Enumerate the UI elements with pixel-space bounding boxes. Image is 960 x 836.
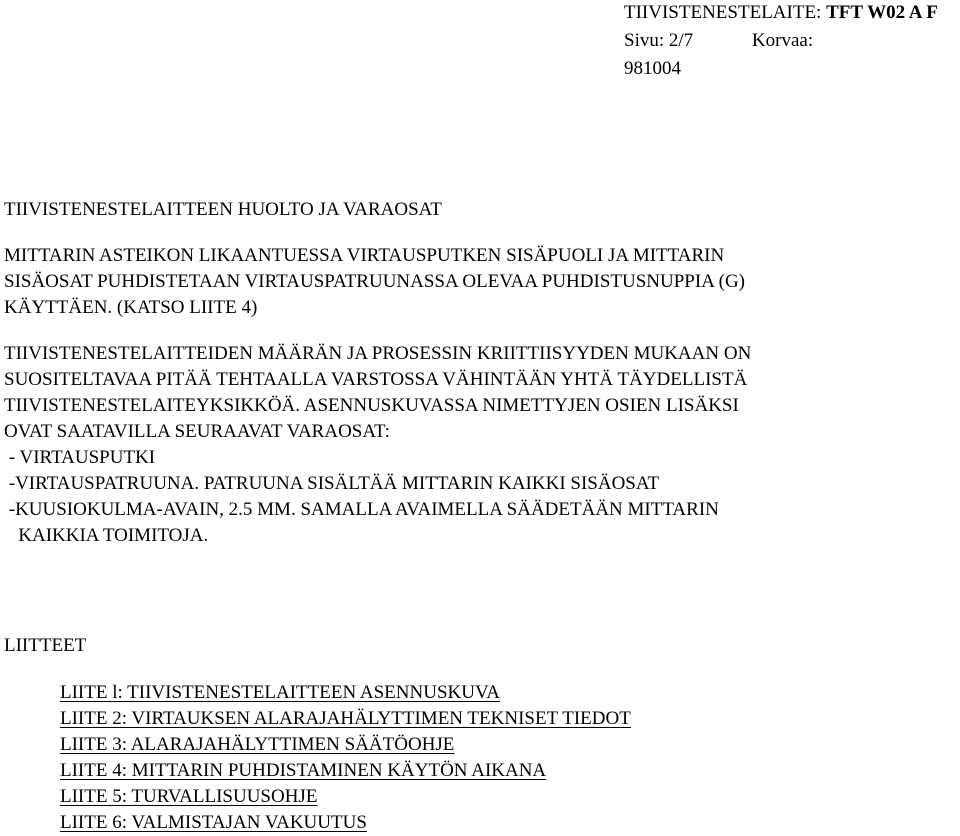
spare-parts-paragraph xyxy=(4,341,944,549)
attachment-label: LIITE 4: MITTARIN PUHDISTAMINEN KÄYTÖN AIKANA xyxy=(60,760,547,781)
paragraph-line: TIIVISTENESTELAITEYKSIKKÖÄ. ASENNUSKUVASSA NIMETTYJEN OSIEN LISÄKSI xyxy=(4,395,739,416)
attachment-item xyxy=(60,810,631,836)
paragraph-line: OVAT SAATAVILLA SEURAAVAT VARAOSAT: xyxy=(4,421,390,442)
maintenance-paragraph xyxy=(4,243,944,321)
page-line xyxy=(624,28,960,56)
attachment-item xyxy=(60,784,631,810)
attachments-title: LIITTEET xyxy=(4,635,87,656)
paragraph-line: MITTARIN ASTEIKON LIKAANTUESSA VIRTAUSPUTKEN SISÄPUOLI JA MITTARIN xyxy=(4,245,725,266)
device-line xyxy=(624,0,960,28)
document-header xyxy=(624,0,960,84)
attachment-item xyxy=(60,680,631,706)
paragraph-line: SUOSITELTAVAA PITÄÄ TEHTAALLA VARSTOSSA VÄHINTÄÄN YHTÄ TÄYDELLISTÄ xyxy=(4,369,748,390)
revision-value: 981004 xyxy=(624,58,681,79)
paragraph-line: SISÄOSAT PUHDISTETAAN VIRTAUSPATRUUNASSA OLEVAA PUHDISTUSNUPPIA (G) xyxy=(4,271,745,292)
attachment-item xyxy=(60,758,631,784)
spare-part-item: - VIRTAUSPUTKI xyxy=(4,447,156,468)
section-title: TIIVISTENESTELAITTEEN HUOLTO JA VARAOSAT xyxy=(4,199,442,220)
revision-line xyxy=(624,56,960,84)
spare-part-item: KAIKKIA TOIMITOJA. xyxy=(4,525,209,546)
attachments-list xyxy=(60,680,631,836)
device-label: TIIVISTENESTELAITE: xyxy=(624,2,822,23)
attachment-item xyxy=(60,732,631,758)
attachment-label: LIITE l: TIIVISTENESTELAITTEEN ASENNUSKUVA xyxy=(60,682,500,703)
spare-part-item: -VIRTAUSPATRUUNA. PATRUUNA SISÄLTÄÄ MITTARIN KAIKKI SISÄOSAT xyxy=(4,473,660,494)
attachment-label: LIITE 5: TURVALLISUUSOHJE xyxy=(60,786,318,807)
spare-part-item: -KUUSIOKULMA-AVAIN, 2.5 MM. SAMALLA AVAIMELLA SÄÄDETÄÄN MITTARIN xyxy=(4,499,719,520)
attachment-label: LIITE 6: VALMISTAJAN VAKUUTUS xyxy=(60,812,367,833)
attachment-label: LIITE 3: ALARAJAHÄLYTTIMEN SÄÄTÖOHJE xyxy=(60,734,455,755)
paragraph-line: TIIVISTENESTELAITTEIDEN MÄÄRÄN JA PROSESSIN KRIITTIISYYDEN MUKAAN ON xyxy=(4,343,752,364)
attachment-item xyxy=(60,706,631,732)
document-body xyxy=(4,197,944,569)
paragraph-line: KÄYTTÄEN. (KATSO LIITE 4) xyxy=(4,297,258,318)
page-number: Sivu: 2/7 xyxy=(624,30,694,51)
attachment-label: LIITE 2: VIRTAUKSEN ALARAJAHÄLYTTIMEN TEKNISET TIEDOT xyxy=(60,708,631,729)
device-code: TFT W02 A F xyxy=(826,2,938,23)
revision-label: Korvaa: xyxy=(751,30,814,51)
